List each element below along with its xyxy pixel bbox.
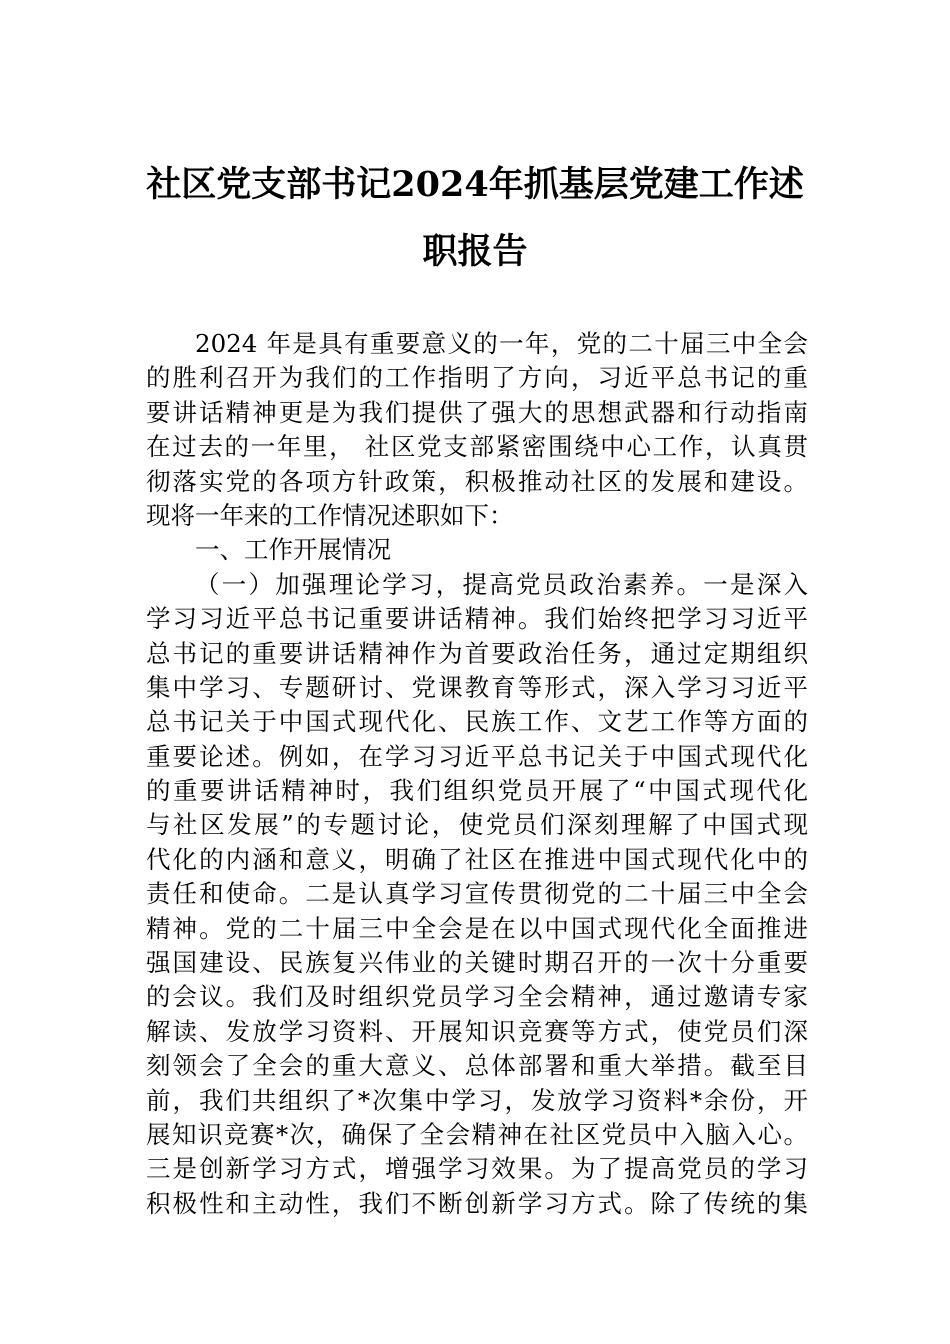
- body-line: 刻领会了全会的重大意义、总体部署和重大举措。截至目: [146, 1051, 808, 1081]
- body-line: 总书记关于中国式现代化、民族工作、文艺工作等方面的: [146, 707, 808, 737]
- body-line: 集中学习、专题研讨、党课教育等形式，深入学习习近平: [146, 672, 808, 702]
- intro-line: 现将一年来的工作情况述职如下：: [146, 500, 514, 530]
- body-line: 积极性和主动性，我们不断创新学习方式。除了传统的集: [146, 1188, 808, 1218]
- body-line: 总书记的重要讲话精神作为首要政治任务，通过定期组织: [146, 638, 808, 668]
- body-line: 解读、发放学习资料、开展知识竞赛等方式，使党员们深: [146, 1016, 808, 1046]
- body-line: 的会议。我们及时组织党员学习全会精神，通过邀请专家: [146, 982, 808, 1012]
- intro-line: 彻落实党的各项方针政策，积极推动社区的发展和建设。: [146, 466, 808, 496]
- body-line: 前，我们共组织了*次集中学习，发放学习资料*余份，开: [146, 1085, 808, 1115]
- body-line: 与社区发展”的专题讨论，使党员们深刻理解了中国式现: [146, 810, 808, 840]
- body-line: 精神。党的二十届三中全会是在以中国式现代化全面推进: [146, 913, 808, 943]
- body-line: 重要论述。例如，在学习习近平总书记关于中国式现代化: [146, 741, 808, 771]
- body-line: 责任和使命。二是认真学习宣传贯彻党的二十届三中全会: [146, 879, 808, 909]
- document-title-line-2: 职报告: [422, 231, 528, 272]
- document-body: [146, 327, 808, 1221]
- intro-line: 的胜利召开为我们的工作指明了方向，习近平总书记的重: [146, 363, 808, 393]
- section-heading: 一、工作开展情况: [195, 535, 391, 565]
- intro-line: 2024 年是具有重要意义的一年，党的二十届三中全会: [195, 329, 808, 358]
- body-line: 展知识竞赛*次，确保了全会精神在社区党员中入脑入心。: [146, 1119, 808, 1149]
- document-title-line-1: 社区党支部书记2024年抓基层党建工作述: [146, 164, 804, 205]
- body-line: 强国建设、民族复兴伟业的关键时期召开的一次十分重要: [146, 948, 808, 978]
- body-line: （一）加强理论学习，提高党员政治素养。一是深入: [195, 569, 808, 599]
- body-line: 学习习近平总书记重要讲话精神。我们始终把学习习近平: [146, 604, 808, 634]
- intro-line: 在过去的一年里， 社区党支部紧密围绕中心工作，认真贯: [146, 432, 808, 462]
- body-line: 三是创新学习方式，增强学习效果。为了提高党员的学习: [146, 1154, 808, 1184]
- intro-line: 要讲话精神更是为我们提供了强大的思想武器和行动指南: [146, 397, 808, 427]
- body-line: 的重要讲话精神时，我们组织党员开展了“中国式现代化: [146, 776, 808, 806]
- body-line: 代化的内涵和意义，明确了社区在推进中国式现代化中的: [146, 844, 808, 874]
